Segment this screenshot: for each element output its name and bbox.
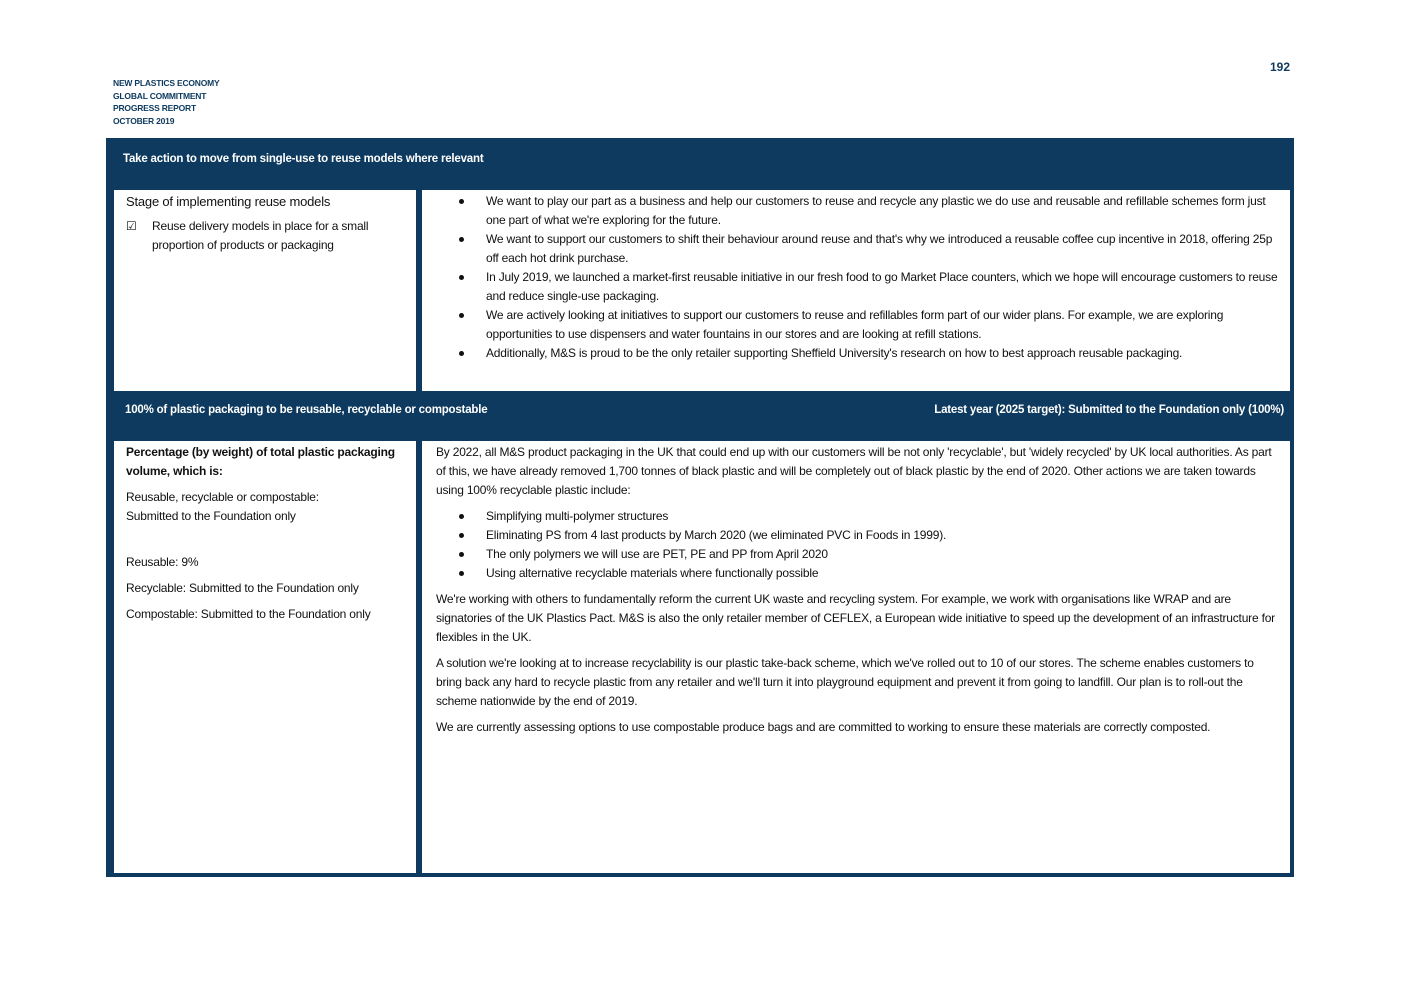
commitment-table (106, 138, 1294, 877)
list-item: We want to play our part as a business and help our customers to reuse and recycle any plastic we do use and reusable and refillable schemes form just one part of what we're exploring for the future. (422, 192, 1280, 230)
reuse-stage-cell (114, 190, 416, 391)
reuse-stage-heading: Stage of implementing reuse models (126, 194, 331, 209)
list-item: The only polymers we will use are PET, PE and PP from April 2020 (436, 545, 1280, 564)
list-item: We want to support our customers to shift their behaviour around reuse and that's why we introduced a reusable coffee cup incentive in 2018, offering 25p off each hot drink purchase. (422, 230, 1280, 268)
section-recyclable-header (110, 393, 1290, 437)
list-item: Eliminating PS from 4 last products by March 2020 (we eliminated PVC in Foods in 1999). (436, 526, 1280, 545)
header-line-3: PROGRESS REPORT (113, 103, 196, 113)
reuse-bullet-list (422, 192, 1280, 363)
section-recyclable-title: 100% of plastic packaging to be reusable, recyclable or compostable (125, 404, 488, 416)
combined-label: Reusable, recyclable or compostable: (126, 490, 319, 504)
section-reuse-title: Take action to move from single-use to reuse models where relevant (123, 153, 484, 165)
paragraph-compostable: We are currently assessing options to use compostable produce bags and are committed to working to ensure these materials are correctly composted. (436, 720, 1211, 734)
packaging-percentage-cell (114, 441, 416, 873)
header-line-4: OCTOBER 2019 (113, 115, 175, 126)
reuse-stage-option (126, 217, 406, 255)
checked-box-icon: ☑ (126, 219, 137, 233)
list-item: In July 2019, we launched a market-first reusable initiative in our fresh food to go Market Place counters, which we hope will encourage customers to reuse and reduce single-use packaging. (422, 268, 1280, 306)
recyclable-detail-cell (422, 441, 1290, 873)
recyclable-intro: By 2022, all M&S product packaging in the UK that could end up with our customers will be not only 'recyclable', but 'widely recycled' by UK local authorities. As part of this, we have already removed 1,700 tonnes of black plastic and will be completely out of black plastic by the end of 2020. Other actions we are taken towards using 100% recyclable plastic include: (436, 445, 1272, 497)
paragraph-waste-reform: We're working with others to fundamentally reform the current UK waste and recycling system. For example, we work with organisations like WRAP and are signatories of the UK Plastics Pact. M&S is also the only retailer member of CEFLEX, a European wide initiative to speed up the development of an infrastructure for flexibles in the UK. (436, 592, 1275, 644)
header-line-1: NEW PLASTICS ECONOMY (113, 78, 220, 88)
reuse-detail-cell (422, 190, 1290, 391)
section-recyclable-target: Latest year (2025 target): Submitted to the Foundation only (100%) (934, 404, 1284, 416)
reuse-stage-option-text: Reuse delivery models in place for a small proportion of products or packaging (152, 219, 369, 252)
list-item: We are actively looking at initiatives to support our customers to reuse and refillables form part of our wider plans. For example, we are exploring opportunities to use dispensers and water fountains in our stores and are looking at refill stations. (422, 306, 1280, 344)
reusable-value: Reusable: 9% (126, 555, 199, 569)
page-number: 192 (1269, 60, 1290, 74)
list-item: Using alternative recyclable materials where functionally possible (436, 564, 1280, 583)
recyclable-action-list (436, 507, 1280, 583)
header-line-2: GLOBAL COMMITMENT (113, 90, 207, 101)
list-item: Simplifying multi-polymer structures (436, 507, 1280, 526)
section-reuse-header (110, 142, 1290, 186)
percentage-heading: Percentage (by weight) of total plastic packaging volume, which is: (126, 445, 395, 478)
compostable-value: Compostable: Submitted to the Foundation only (126, 607, 371, 621)
list-item: Additionally, M&S is proud to be the only retailer supporting Sheffield University's research on how to best approach reusable packaging. (422, 344, 1280, 363)
report-header (113, 77, 220, 127)
paragraph-take-back: A solution we're looking at to increase recyclability is our plastic take-back scheme, which we've rolled out to 10 of our stores. The scheme enables customers to bring back any hard to recycle plastic from any retailer and we'll turn it into playground equipment and prevent it from going to landfill. Our plan is to roll-out the scheme nationwide by the end of 2019. (436, 656, 1254, 708)
combined-value: Submitted to the Foundation only (126, 509, 296, 523)
recyclable-value: Recyclable: Submitted to the Foundation only (126, 581, 359, 595)
